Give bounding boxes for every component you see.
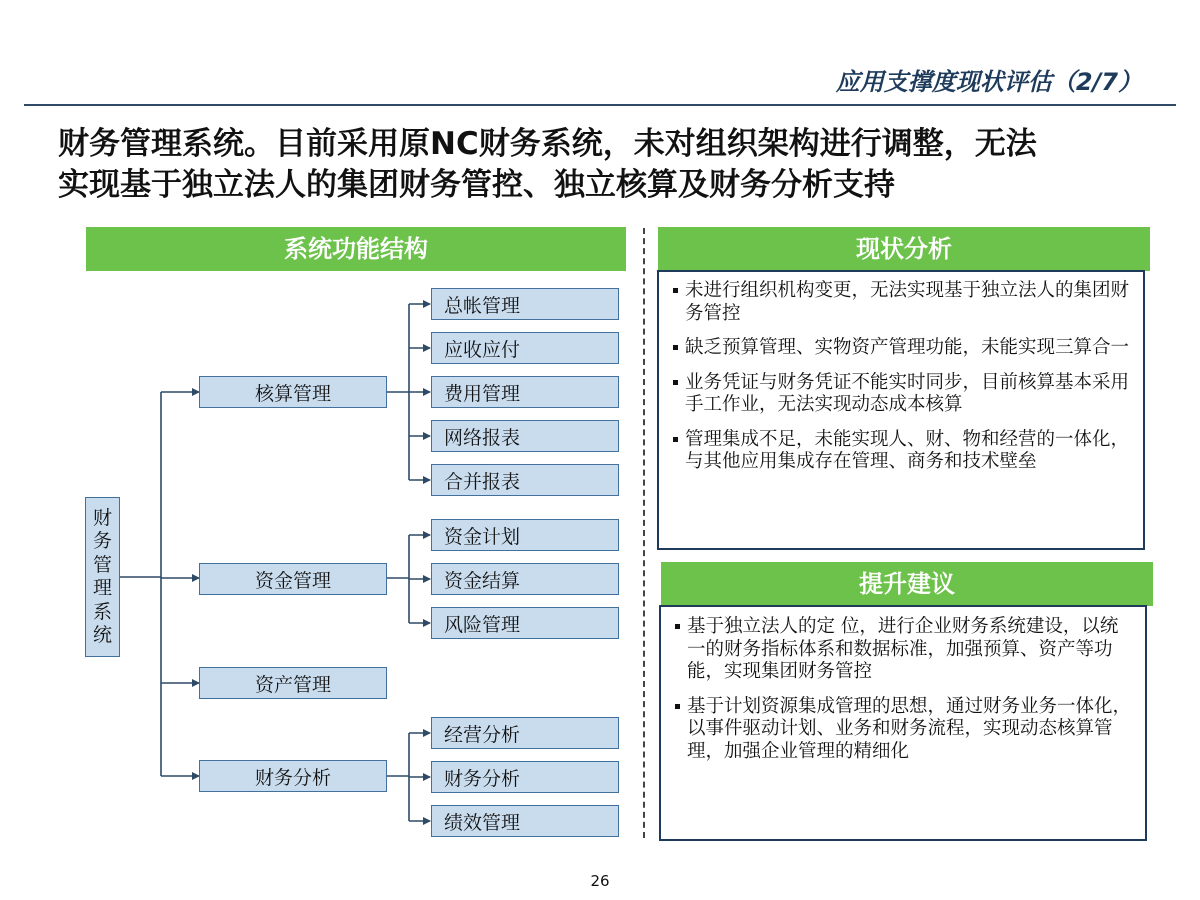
headline-line-2: 实现基于独立法人的集团财务管控、独立核算及财务分析支持 — [58, 167, 895, 203]
leaf-node-label: 合并报表 — [444, 470, 521, 493]
root-node-label: 财务管理系统 — [92, 506, 112, 646]
suggestions-panel-header: 提升建议 — [661, 562, 1153, 606]
group-node-label: 财务分析 — [254, 766, 331, 789]
group-node-financial-analysis — [199, 760, 387, 792]
headline-line-1: 财务管理系统。目前采用原NC财务系统，未对组织架构进行调整，无法 — [58, 126, 1037, 162]
leaf-node — [431, 332, 619, 364]
analysis-item: 业务凭证与财务凭证不能实时同步，目前核算基本采用手工作业，无法实现动态成本核算 — [671, 372, 1129, 417]
analysis-item: 管理集成不足，未能实现人、财、物和经营的一体化，与其他应用集成存在管理、商务和技术壁垒 — [671, 429, 1129, 474]
suggestions-list — [673, 616, 1131, 763]
leaf-node-label: 绩效管理 — [444, 811, 521, 834]
page-section-title: 应用支撑度现状评估（2/7） — [835, 68, 1142, 96]
leaf-node-label: 应收应付 — [444, 338, 521, 361]
group-node-assets — [199, 667, 387, 699]
group-node-label: 资金管理 — [254, 569, 331, 592]
leaf-node — [431, 376, 619, 408]
suggestion-item: 基于独立法人的定 位，进行企业财务系统建设，以统一的财务指标体系和数据标准，加强预算、资产等功能，实现集团财务管控 — [673, 616, 1131, 684]
leaf-node-label: 总帐管理 — [444, 294, 521, 317]
leaf-node — [431, 717, 619, 749]
analysis-panel-header: 现状分析 — [658, 227, 1150, 271]
suggestions-panel-body — [659, 605, 1147, 841]
leaf-node-label: 费用管理 — [444, 382, 521, 405]
page-number: 26 — [590, 872, 610, 890]
leaf-node — [431, 420, 619, 452]
leaf-node-label: 资金结算 — [444, 569, 521, 592]
suggestion-item: 基于计划资源集成管理的思想，通过财务业务一体化，以事件驱动计划、业务和财务流程，实现动态核算管理，加强企业管理的精细化 — [673, 696, 1131, 764]
analysis-item: 未进行组织机构变更，无法实现基于独立法人的集团财务管控 — [671, 280, 1129, 325]
analysis-list — [671, 280, 1129, 474]
group-node-label: 资产管理 — [254, 673, 331, 696]
leaf-node — [431, 519, 619, 551]
leaf-node-label: 网络报表 — [444, 426, 521, 449]
root-node-finance-system — [85, 497, 120, 657]
leaf-node — [431, 607, 619, 639]
leaf-node-label: 资金计划 — [444, 525, 521, 548]
analysis-item: 缺乏预算管理、实物资产管理功能，未能实现三算合一 — [671, 337, 1129, 360]
group-node-label: 核算管理 — [254, 382, 331, 405]
group-node-accounting — [199, 376, 387, 408]
leaf-node — [431, 563, 619, 595]
leaf-node — [431, 761, 619, 793]
leaf-node-label: 财务分析 — [444, 767, 521, 790]
leaf-node — [431, 805, 619, 837]
structure-panel-header: 系统功能结构 — [86, 227, 626, 271]
leaf-node — [431, 464, 619, 496]
leaf-node — [431, 288, 619, 320]
analysis-panel-body — [657, 270, 1145, 550]
leaf-node-label: 经营分析 — [444, 723, 521, 746]
group-node-funds — [199, 563, 387, 595]
leaf-node-label: 风险管理 — [444, 613, 521, 636]
